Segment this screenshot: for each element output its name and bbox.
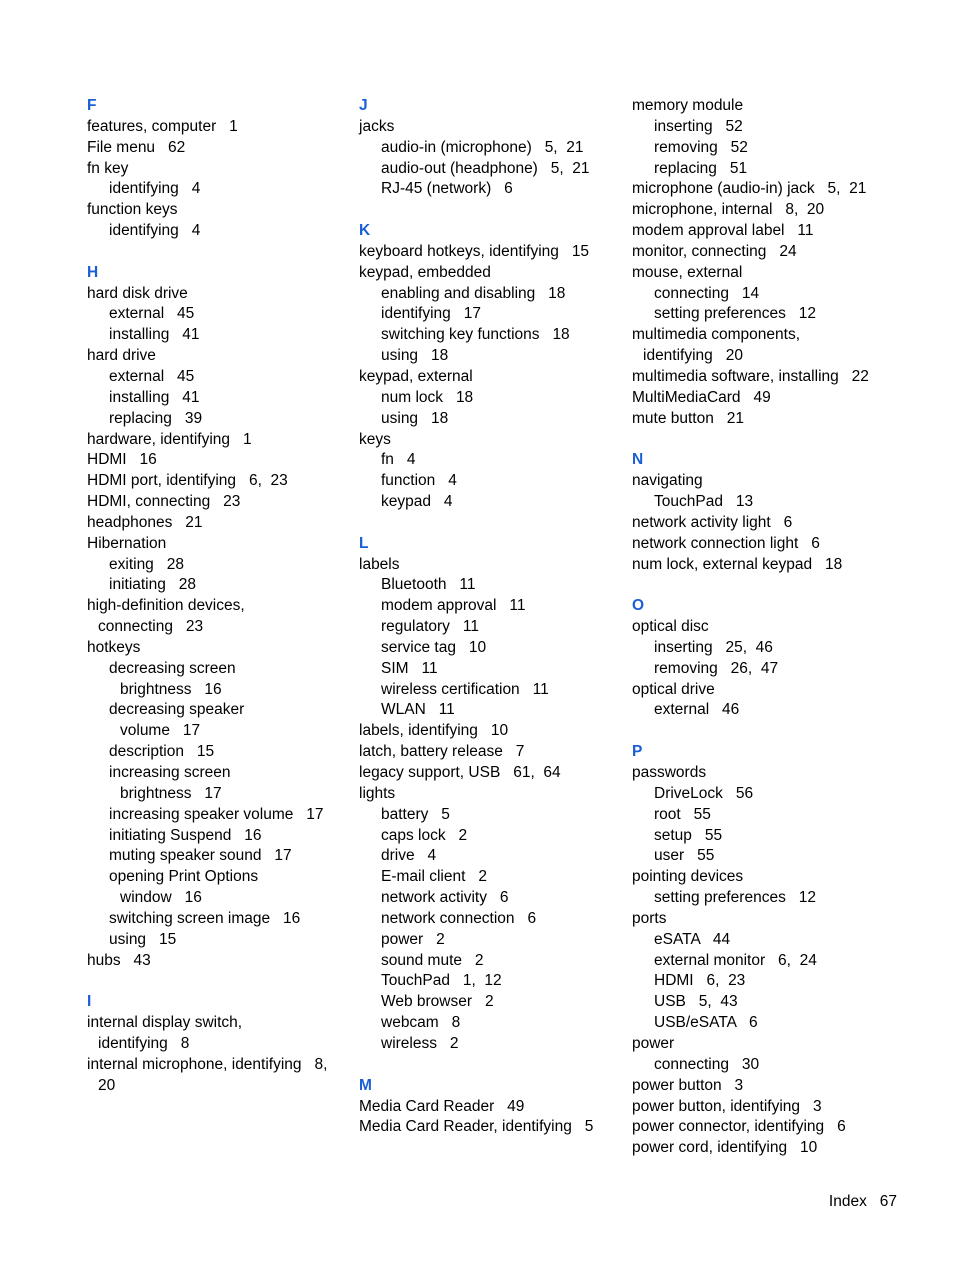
section-letter-heading: L [359, 534, 369, 552]
index-entry: function keys [87, 201, 178, 219]
index-subentry: external 45 [109, 305, 195, 323]
index-subentry: decreasing screen [109, 659, 236, 677]
index-entry: multimedia components, [632, 326, 800, 344]
index-subentry: DriveLock 56 [654, 784, 754, 802]
index-entry: keys [359, 430, 391, 448]
index-subentry: USB/eSATA 6 [654, 1014, 758, 1032]
index-subentry: replacing 51 [654, 159, 748, 177]
index-entry: HDMI, connecting 23 [87, 493, 241, 511]
index-entry: internal display switch, [87, 1014, 243, 1032]
index-subentry: identifying 4 [109, 180, 201, 198]
index-subentry: wireless certification 11 [381, 680, 549, 698]
index-entry: keyboard hotkeys, identifying 15 [359, 242, 590, 260]
index-subentry: setup 55 [654, 826, 723, 844]
section-gap [632, 430, 894, 451]
index-entry: labels [359, 555, 400, 573]
footer-label: Index [828, 1193, 867, 1210]
section-letter-heading: O [632, 597, 645, 615]
index-subentry: inserting 52 [654, 117, 743, 135]
index-entry: ports [632, 909, 667, 927]
index-entry: power cord, identifying 10 [632, 1139, 818, 1157]
index-subentry-continuation: window 16 [120, 889, 202, 907]
index-subentry-continuation: brightness 16 [120, 680, 222, 698]
index-subentry: initiating 28 [109, 576, 197, 594]
index-subentry: function 4 [381, 472, 457, 490]
index-subentry: power 2 [381, 930, 445, 948]
index-subentry: initiating Suspend 16 [109, 826, 262, 844]
index-entry: power button, identifying 3 [632, 1097, 822, 1115]
index-subentry: user 55 [654, 847, 715, 865]
index-entry: high-definition devices, [87, 597, 245, 615]
section-letter-heading: I [87, 993, 92, 1011]
index-subentry: inserting 25, 46 [654, 638, 773, 656]
index-column-1 [87, 96, 349, 1097]
index-entry-continuation: identifying 20 [643, 347, 743, 365]
index-subentry: drive 4 [381, 847, 437, 865]
index-subentry: removing 26, 47 [654, 659, 779, 677]
section-gap [359, 1055, 621, 1076]
index-subentry: using 15 [109, 930, 177, 948]
index-subentry: switching screen image 16 [109, 909, 301, 927]
index-subentry: connecting 30 [654, 1055, 760, 1073]
index-subentry: SIM 11 [381, 659, 438, 677]
page-number: 67 [879, 1193, 897, 1210]
index-entry: hubs 43 [87, 951, 151, 969]
index-subentry: description 15 [109, 743, 215, 761]
index-entry: power button 3 [632, 1076, 744, 1094]
index-subentry: installing 41 [109, 388, 200, 406]
index-entry: hotkeys [87, 638, 141, 656]
index-subentry: service tag 10 [381, 638, 487, 656]
index-entry: hard disk drive [87, 284, 188, 302]
index-subentry: RJ-45 (network) 6 [381, 180, 513, 198]
index-entry-continuation: 20 [98, 1076, 116, 1094]
index-entry: latch, battery release 7 [359, 743, 525, 761]
index-subentry: increasing speaker volume 17 [109, 805, 324, 823]
index-subentry: decreasing speaker [109, 701, 245, 719]
index-subentry: TouchPad 1, 12 [381, 972, 502, 990]
index-entry: microphone (audio-in) jack 5, 21 [632, 180, 867, 198]
index-subentry: HDMI 6, 23 [654, 972, 746, 990]
index-entry: microphone, internal 8, 20 [632, 201, 825, 219]
index-entry: headphones 21 [87, 513, 203, 531]
index-entry: legacy support, USB 61, 64 [359, 764, 561, 781]
index-entry: passwords [632, 764, 707, 781]
index-subentry: external monitor 6, 24 [654, 951, 817, 969]
index-entry: hardware, identifying 1 [87, 430, 252, 448]
index-entry: lights [359, 784, 396, 802]
index-subentry-continuation: volume 17 [120, 722, 201, 740]
section-letter-heading: N [632, 451, 644, 469]
index-subentry: identifying 4 [109, 222, 201, 240]
section-letter-heading: P [632, 743, 643, 761]
index-entry: HDMI port, identifying 6, 23 [87, 472, 288, 490]
index-subentry-continuation: brightness 17 [120, 784, 222, 802]
index-subentry: external 46 [654, 701, 740, 719]
index-subentry: network activity 6 [381, 889, 509, 907]
index-entry: memory module [632, 97, 744, 114]
index-entry: HDMI 16 [87, 451, 157, 469]
index-subentry: removing 52 [654, 138, 748, 156]
index-entry: Hibernation [87, 534, 167, 552]
index-subentry: Web browser 2 [381, 993, 494, 1011]
index-subentry: exiting 28 [109, 555, 184, 573]
index-entry: labels, identifying 10 [359, 722, 509, 740]
index-entry: power [632, 1034, 675, 1052]
index-subentry: sound mute 2 [381, 951, 484, 969]
index-entry: multimedia software, installing 22 [632, 367, 869, 385]
section-gap [359, 200, 621, 221]
index-entry: hard drive [87, 347, 156, 365]
index-subentry: setting preferences 12 [654, 889, 816, 907]
index-entry: modem approval label 11 [632, 222, 814, 240]
index-entry: keypad, external [359, 367, 473, 385]
index-entry: network connection light 6 [632, 534, 820, 552]
index-subentry: fn 4 [381, 451, 416, 469]
index-subentry: connecting 14 [654, 284, 760, 302]
index-subentry: replacing 39 [109, 409, 203, 427]
section-letter-heading: H [87, 263, 99, 281]
section-gap [359, 513, 621, 534]
index-column-2 [359, 96, 621, 1138]
index-subentry: external 45 [109, 367, 195, 385]
section-letter-heading: J [359, 97, 368, 114]
index-entry: network activity light 6 [632, 513, 793, 531]
page-footer [829, 1192, 897, 1212]
section-gap [87, 242, 349, 263]
index-subentry: USB 5, 43 [654, 993, 738, 1011]
index-subentry: network connection 6 [381, 909, 537, 927]
index-entry: fn key [87, 159, 129, 177]
index-subentry: E-mail client 2 [381, 868, 487, 886]
section-gap [632, 721, 894, 742]
section-letter-heading: F [87, 97, 97, 114]
index-subentry: installing 41 [109, 326, 200, 344]
index-subentry: battery 5 [381, 805, 450, 823]
index-entry: num lock, external keypad 18 [632, 555, 843, 573]
index-entry: jacks [359, 117, 395, 135]
index-subentry: switching key functions 18 [381, 326, 570, 344]
index-subentry: increasing screen [109, 764, 231, 781]
index-subentry: identifying 17 [381, 305, 481, 323]
index-subentry: enabling and disabling 18 [381, 284, 566, 302]
index-subentry: modem approval 11 [381, 597, 526, 615]
index-subentry: webcam 8 [381, 1014, 461, 1032]
index-entry: keypad, embedded [359, 263, 491, 281]
index-entry: Media Card Reader 49 [359, 1097, 525, 1115]
section-gap [87, 971, 349, 992]
index-subentry: audio-out (headphone) 5, 21 [381, 159, 590, 177]
section-letter-heading: M [359, 1076, 372, 1094]
index-subentry: using 18 [381, 409, 449, 427]
index-subentry: regulatory 11 [381, 618, 479, 636]
index-entry-continuation: connecting 23 [98, 618, 204, 636]
index-subentry: keypad 4 [381, 493, 453, 511]
index-subentry: caps lock 2 [381, 826, 468, 844]
section-gap [632, 575, 894, 596]
index-subentry: Bluetooth 11 [381, 576, 476, 594]
index-entry: internal microphone, identifying 8, [87, 1055, 328, 1073]
index-entry: pointing devices [632, 868, 744, 886]
index-subentry: wireless 2 [381, 1034, 459, 1052]
index-subentry: eSATA 44 [654, 930, 731, 948]
index-entry: optical disc [632, 618, 709, 636]
index-subentry: audio-in (microphone) 5, 21 [381, 138, 584, 156]
index-entry: Media Card Reader, identifying 5 [359, 1118, 594, 1136]
index-entry: mouse, external [632, 263, 743, 281]
index-subentry: TouchPad 13 [654, 493, 754, 511]
index-subentry: WLAN 11 [381, 701, 455, 719]
index-entry: MultiMediaCard 49 [632, 388, 771, 406]
index-entry: navigating [632, 472, 703, 490]
index-subentry: num lock 18 [381, 388, 474, 406]
index-entry: features, computer 1 [87, 117, 238, 135]
index-subentry: setting preferences 12 [654, 305, 816, 323]
index-subentry: muting speaker sound 17 [109, 847, 292, 865]
index-entry: File menu 62 [87, 138, 186, 156]
index-subentry: using 18 [381, 347, 449, 365]
index-entry: mute button 21 [632, 409, 745, 427]
index-column-3 [632, 96, 894, 1159]
index-entry: power connector, identifying 6 [632, 1118, 846, 1136]
section-letter-heading: K [359, 222, 371, 240]
index-entry: monitor, connecting 24 [632, 242, 797, 260]
index-subentry: opening Print Options [109, 868, 259, 886]
index-entry: optical drive [632, 680, 715, 698]
index-entry-continuation: identifying 8 [98, 1034, 190, 1052]
index-subentry: root 55 [654, 805, 711, 823]
